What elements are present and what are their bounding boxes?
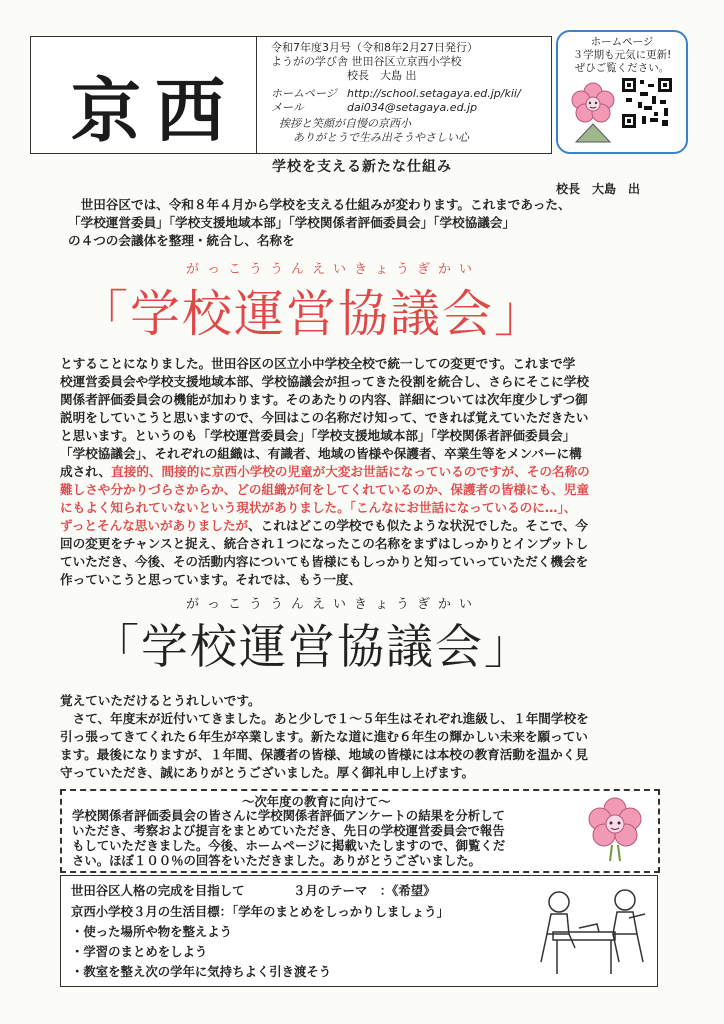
paragraph-line: 関係者評価委員会の機能が加わります。そのあたりの内容、詳細については次年度少しずつ御: [60, 392, 588, 407]
mail-label: メール: [271, 101, 304, 114]
mascot-flower-icon: [582, 795, 648, 865]
paragraph-line-mixed: [60, 463, 590, 481]
paragraph-line-red: 難しさや分かりづらさからか、どの組織が何をしてくれているのか、保護者の皆様にも、児童: [60, 482, 589, 497]
next-year-line: さい。ほぼ１００％の回答をいただきました。ありがとうございました。: [72, 853, 481, 868]
qr-code-icon[interactable]: [622, 78, 672, 128]
next-year-heading: ～次年度の教育に向けて～: [242, 794, 391, 809]
monthly-theme-box: [60, 875, 658, 987]
next-year-line: いただき、考察および提言をまとめていただき、先日の学校運営委員会で報告: [72, 823, 505, 838]
principal-name: 校長 大島 出: [347, 69, 417, 82]
paragraph-line: 作っていこうと思っています。それでは、もう一度、: [60, 572, 362, 587]
motto-line-1: 挨拶と笑顔が自慢の京西小: [279, 117, 411, 130]
paragraph-line: さて、年度末が近付いてきました。あと少しで１～５年生はそれぞれ進級し、１年間学校を: [60, 711, 589, 726]
paragraph-line-mixed: [60, 517, 588, 535]
name-reading-ruby: がっこううんえいきょうぎかい: [186, 597, 481, 612]
paragraph-line: 回の変更をチャンスと捉え、統合され１つになったこの名称をまずはしっかりとインプットし: [60, 536, 589, 551]
goal-item: ・学習のまとめをしよう: [71, 944, 208, 959]
article-byline: 校長 大島 出: [556, 182, 641, 196]
goal-item: ・教室を整え次の学年に気持ちよく引き渡そう: [71, 964, 332, 979]
paragraph-line: 引っ張ってきてくれた６年生が卒業します。新たな道に進む６年生の輝かしい未来を願ってい: [60, 729, 588, 744]
paragraph-line: の４つの会議体を整理・統合し、名称を: [68, 233, 295, 248]
article-title: 学校を支える新たな仕組み: [272, 159, 452, 175]
callout-line-3: ぜひご覧ください。: [574, 62, 670, 74]
new-council-name: 「学校運営協議会」: [92, 620, 533, 675]
next-year-line: 学校関係者評価委員会の皆さんに学校関係者評価アンケートの結果を分析して: [72, 808, 505, 823]
homepage-callout: [556, 30, 688, 154]
name-reading-ruby: がっこううんえいきょうぎかい: [186, 262, 481, 277]
paragraph-line: 世田谷区では、令和８年４月から学校を支える仕組みが変わります。これまであった、: [68, 197, 571, 212]
paragraph-line: ていただき、今後、その活動内容についても皆様にもしっかりと知っていっていただく機会を: [60, 554, 589, 569]
paragraph-line: と思います。というのも「学校運営委員会」「学校支援地域本部」「学校関係者評価委員会」: [60, 428, 576, 443]
motto-line-2: ありがとうで生み出そうやさしい心: [293, 131, 469, 144]
theme-intro: 世田谷区人格の完成を目指して: [71, 883, 245, 898]
new-council-name-red: 「学校運営協議会」: [78, 285, 546, 343]
mascot-flower-icon: [568, 80, 618, 144]
paragraph-segment: 成され、: [60, 464, 112, 479]
paragraph-segment-red: ずっとそんな思いがありましたが: [60, 518, 249, 533]
homepage-label: ホームページ: [271, 87, 337, 100]
header-box: [30, 36, 552, 154]
paragraph-line: 「学校協議会」、それぞれの組織は、有識者、地域の皆様や保護者、卒業生等をメンバーに構: [60, 446, 582, 461]
paragraph-line-red: にもよく知られていないという現状がありました。「こんなにお世話になっているのに…」、: [60, 500, 577, 515]
callout-line-2: ３学期も元気に更新!: [572, 49, 672, 61]
paragraph-line: 守っていただき、誠にありがとうございました。厚く御礼申し上げます。: [60, 765, 475, 780]
masthead-cell: [31, 37, 257, 153]
paragraph-line: 校運営委員会や学校支援地域本部、学校協議会が担ってきた役割を統合し、さらにそこに学校: [60, 374, 589, 389]
paragraph-segment-red: 直接的、間接的に京西小学校の児童が大変お世話になっているのですが、その名称の: [111, 464, 590, 479]
school-name: ようがの学び舎 世田谷区立京西小学校: [271, 55, 462, 68]
paragraph-line: 「学校運営委員」「学校支援地域本部」「学校関係者評価委員会」「学校協議会」: [68, 215, 516, 230]
paragraph-segment: 、これはどこの学校でも似たような状況でした。そこで、今: [248, 518, 588, 533]
paragraph-line: 覚えていただけるとうれしいです。: [60, 693, 261, 708]
theme-title: ３月のテーマ ：《希望》: [293, 883, 436, 898]
paragraph-line: 説明をしていこうと思いますので、今回はこの名称だけ知って、できれば覚えていただきたい: [60, 410, 589, 425]
mail-address[interactable]: dai034@setagaya.ed.jp: [347, 101, 478, 114]
students-studying-icon: [529, 878, 653, 982]
next-year-box: [60, 789, 660, 873]
masthead-title: 京西: [71, 69, 239, 152]
goal-item: ・使った場所や物を整えよう: [71, 924, 233, 939]
issue-date: 令和7年度3月号（令和8年2月27日発行）: [271, 41, 478, 54]
paragraph-line: とすることになりました。世田谷区の区立小中学校全校で統一しての変更です。これまで学: [60, 356, 576, 371]
homepage-url[interactable]: http://school.setagaya.ed.jp/kii/: [347, 87, 521, 100]
next-year-line: もしていただきました。今後、ホームページに掲載いたしますので、御覧くだ: [72, 838, 506, 853]
life-goal: 京西小学校３月の生活目標：「学年のまとめをしっかりしましょう」: [71, 904, 449, 919]
callout-line-1: ホームページ: [590, 36, 654, 48]
paragraph-line: ます。最後になりますが、１年間、保護者の皆様、地域の皆様には本校の教育活動を温かく見: [60, 747, 588, 762]
